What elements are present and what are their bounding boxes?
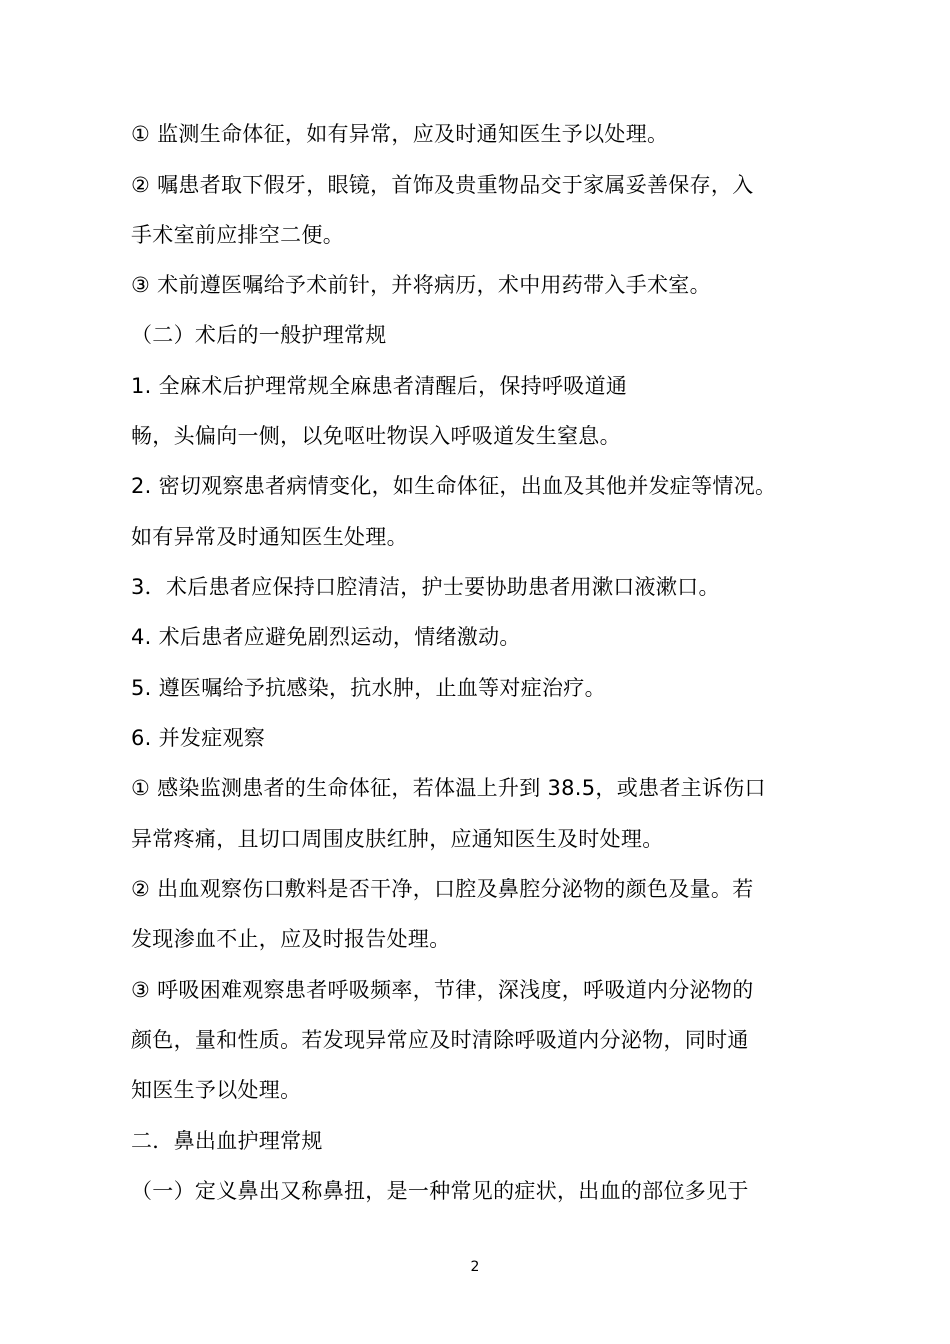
text-line: 2. 密切观察患者病情变化，如生命体征，出血及其他并发症等情况。 — [131, 474, 777, 498]
section-heading: 二．鼻出血护理常规 — [131, 1129, 323, 1153]
text-line: 知医生予以处理。 — [131, 1078, 302, 1102]
text-line: 如有异常及时通知医生处理。 — [131, 525, 408, 549]
text-line: （一）定义鼻出又称鼻扭，是一种常见的症状，出血的部位多见于 — [131, 1179, 749, 1203]
text-line: 6. 并发症观察 — [131, 726, 266, 750]
text-line: 1. 全麻术后护理常规全麻患者清醒后，保持呼吸道通 — [131, 374, 628, 398]
text-line: ③ 术前遵医嘱给予术前针，并将病历，术中用药带入手术室。 — [131, 273, 711, 297]
text-line: 3．术后患者应保持口腔清洁，护士要协助患者用漱口液漱口。 — [131, 575, 720, 599]
text-line: ① 监测生命体征，如有异常，应及时通知医生予以处理。 — [131, 122, 669, 146]
text-line: 畅，头偏向一侧，以免呕吐物误入呼吸道发生窒息。 — [131, 424, 621, 448]
text-line: 4. 术后患者应避免剧烈运动，情绪激动。 — [131, 625, 521, 649]
page-number: 2 — [470, 1259, 480, 1275]
text-line: 手术室前应排空二便。 — [131, 223, 344, 247]
text-line: 5. 遵医嘱给予抗感染，抗水肿，止血等对症治疗。 — [131, 676, 606, 700]
text-line: 异常疼痛，且切口周围皮肤红肿，应通知医生及时处理。 — [131, 827, 664, 851]
text-line: 颜色，量和性质。若发现异常应及时清除呼吸道内分泌物，同时通 — [131, 1028, 749, 1052]
text-line: ② 嘱患者取下假牙，眼镜，首饰及贵重物品交于家属妥善保存，入 — [131, 173, 754, 197]
text-line: ② 出血观察伤口敷料是否干净，口腔及鼻腔分泌物的颜色及量。若 — [131, 877, 754, 901]
text-line: 发现渗血不止，应及时报告处理。 — [131, 927, 451, 951]
text-line: ③ 呼吸困难观察患者呼吸频率，节律，深浅度，呼吸道内分泌物的 — [131, 978, 754, 1002]
section-heading: （二）术后的一般护理常规 — [131, 323, 387, 347]
text-line: ① 感染监测患者的生命体征，若体温上升到 38.5，或患者主诉伤口 — [131, 776, 766, 800]
